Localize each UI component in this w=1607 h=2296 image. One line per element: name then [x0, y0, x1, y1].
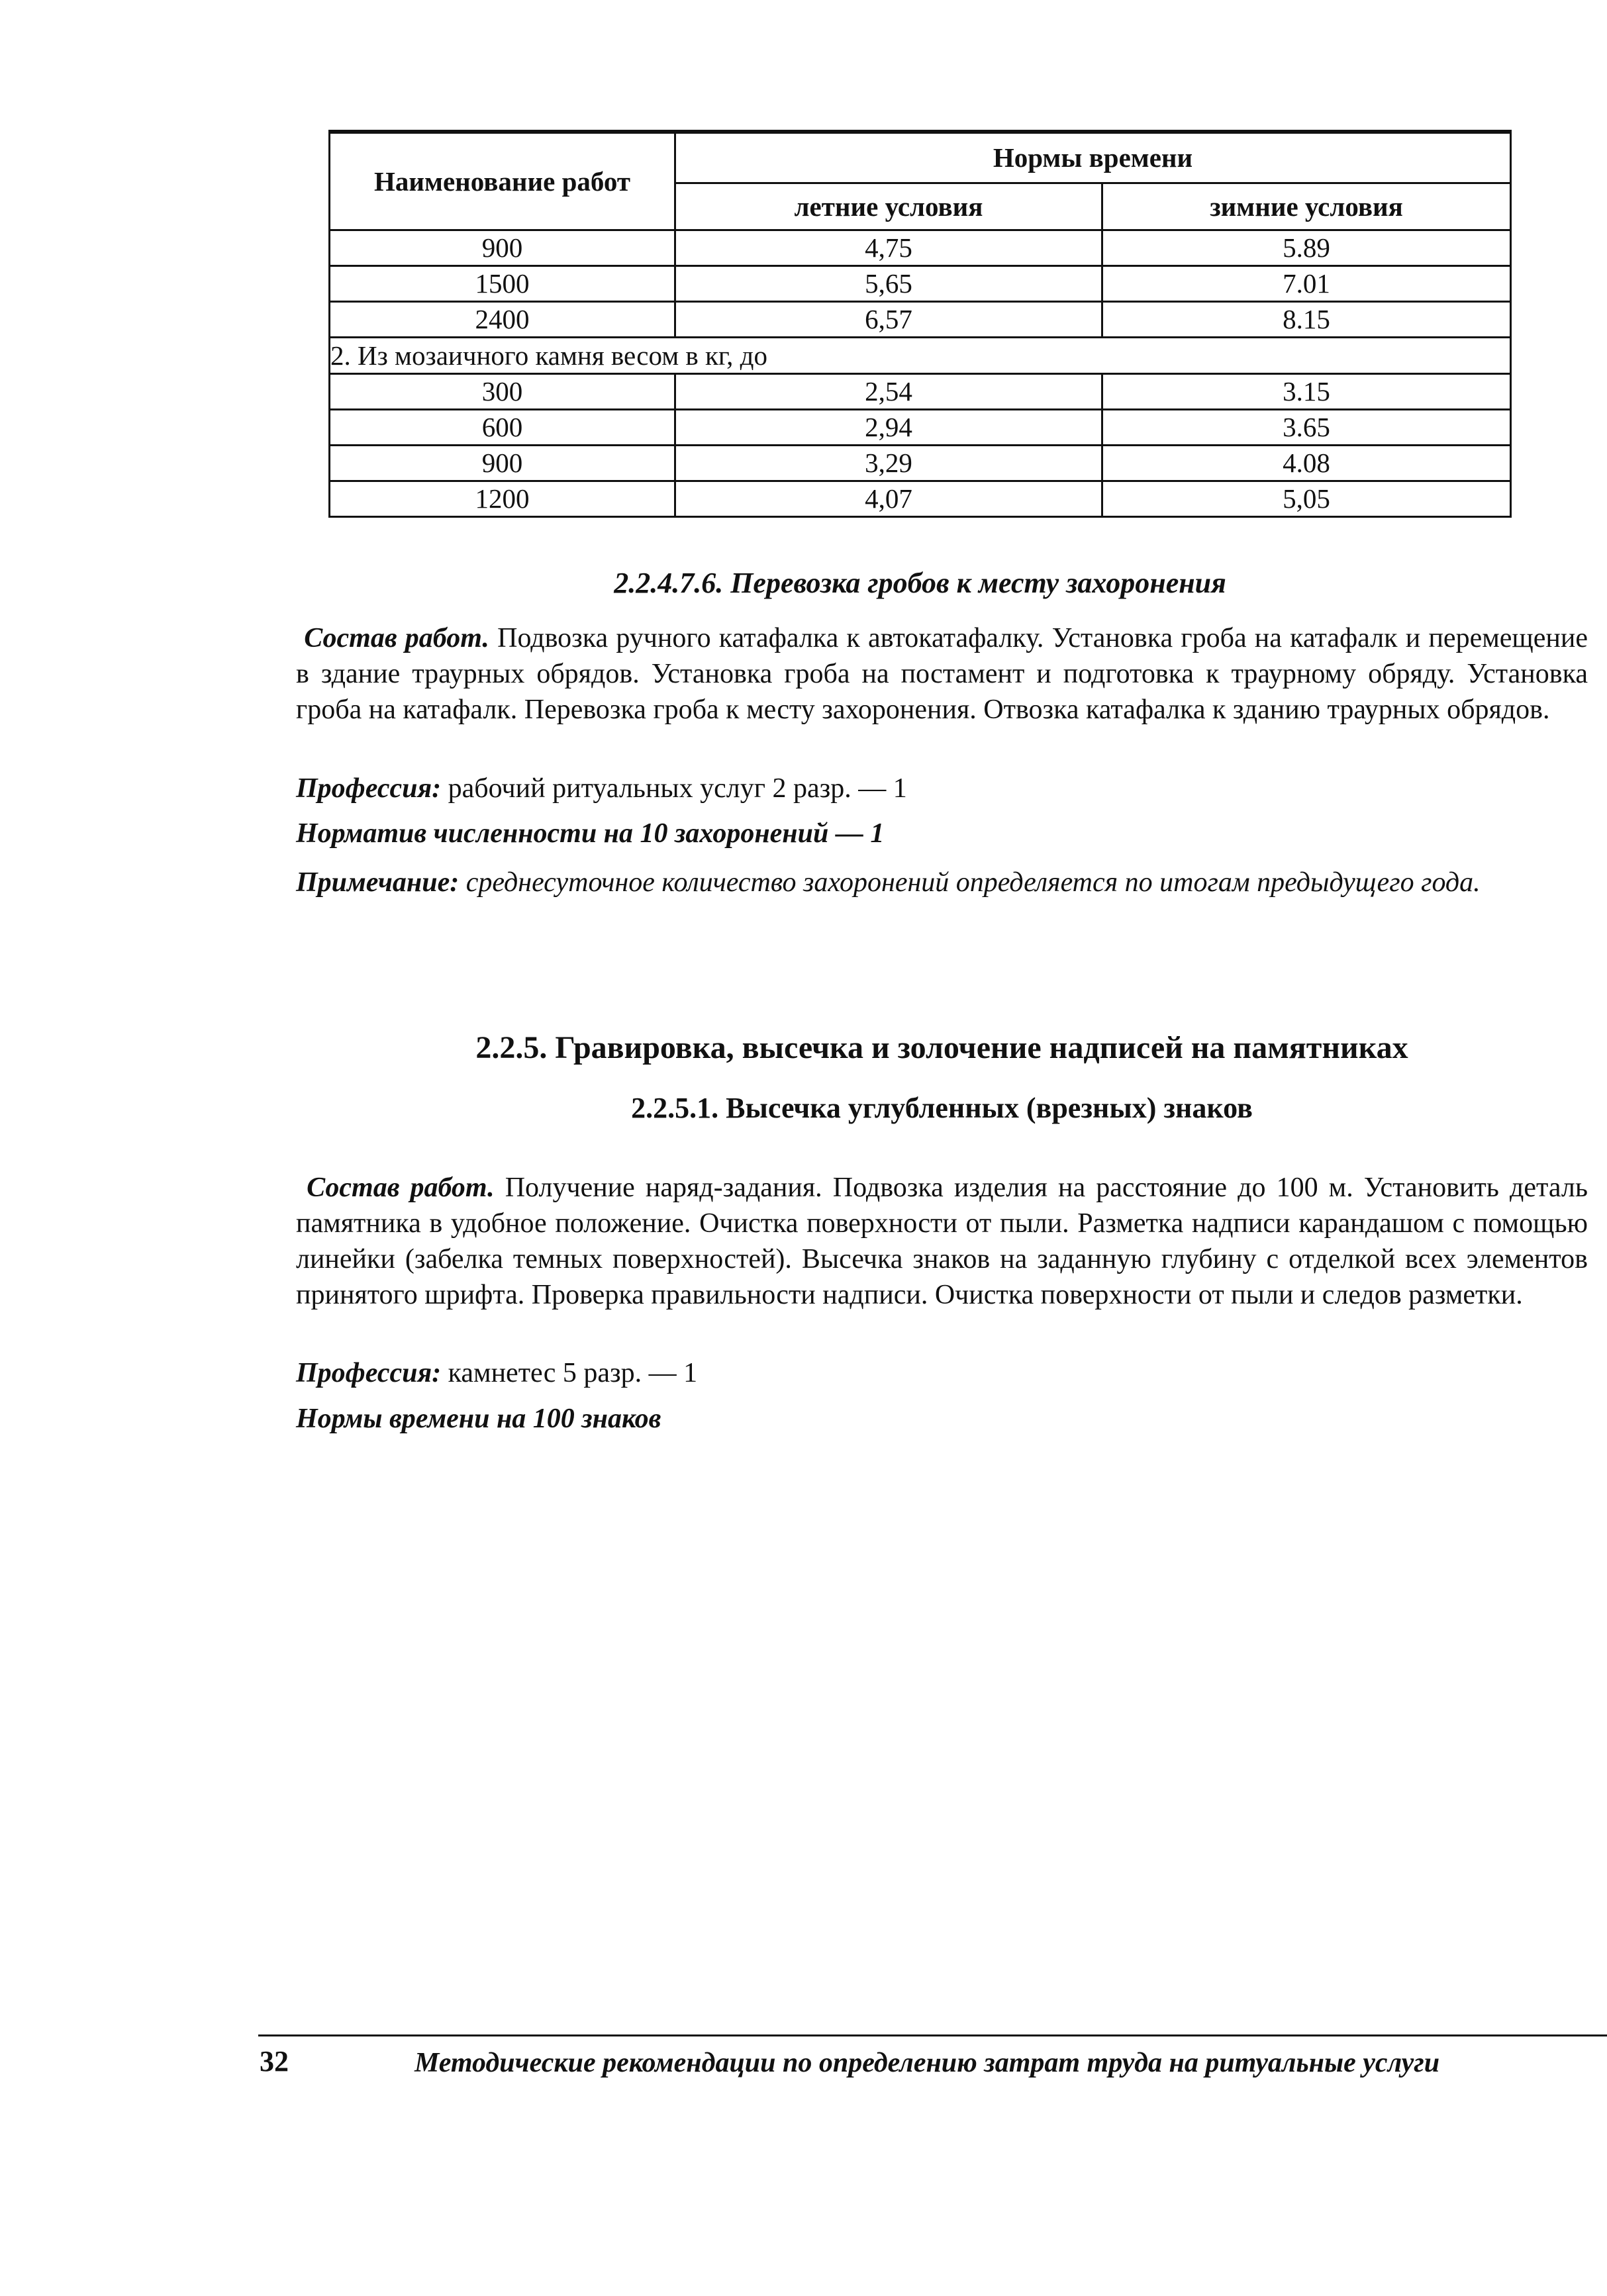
cell-name: 900: [330, 446, 675, 481]
section-title: 2.2.4.7.6. Перевозка гробов к месту захоронения: [614, 567, 1226, 599]
note-text: среднесуточное количество захоронений определяется по итогам предыдущего года.: [465, 867, 1481, 898]
profession-text: камнетес 5 разр. — 1: [448, 1358, 698, 1388]
table-section-row: [330, 338, 1511, 374]
section-subheading: 2.2.5.1. Высечка углубленных (врезных) знаков: [631, 1092, 1253, 1124]
section-label: 2. Из мозаичного камня весом в кг, до: [330, 338, 1511, 374]
cell-name: 2400: [330, 302, 675, 338]
profession-label: Профессия:: [296, 773, 442, 804]
profession-label: Профессия:: [296, 1358, 442, 1388]
cell-winter: 7.01: [1102, 266, 1511, 302]
footer-title: Методические рекомендации по определению затрат труда на ритуальные услуги: [414, 2048, 1440, 2078]
cell-summer: 5,65: [675, 266, 1102, 302]
header-work-name: Наименование работ: [330, 132, 675, 230]
cell-winter: 3.15: [1102, 374, 1511, 410]
cell-winter: 5,05: [1102, 481, 1511, 517]
cell-winter: 5.89: [1102, 230, 1511, 266]
cell-name: 1200: [330, 481, 675, 517]
table-row: [330, 302, 1511, 338]
composition-paragraph-2: [296, 1170, 1588, 1313]
composition-paragraph: [296, 620, 1588, 728]
section-heading: 2.2.5. Гравировка, высечка и золочение надписей на памятниках: [475, 1030, 1408, 1065]
table-row: [330, 266, 1511, 302]
table-row: [330, 446, 1511, 481]
header-time-norms: Нормы времени: [675, 132, 1511, 183]
cell-name: 900: [330, 230, 675, 266]
profession-line-2: [296, 1355, 1588, 1391]
header-summer: летние условия: [675, 183, 1102, 230]
table-row: [330, 230, 1511, 266]
header-winter: зимние условия: [1102, 183, 1511, 230]
composition-label: Состав работ.: [307, 1172, 495, 1203]
norms-table: [328, 130, 1512, 518]
page-number: 32: [260, 2045, 289, 2078]
note-label: Примечание:: [296, 867, 460, 898]
cell-winter: 4.08: [1102, 446, 1511, 481]
cell-summer: 2,54: [675, 374, 1102, 410]
norm-line: Норматив численности на 10 захоронений — 1: [296, 818, 885, 849]
cell-winter: 3.65: [1102, 410, 1511, 446]
cell-winter: 8.15: [1102, 302, 1511, 338]
cell-name: 1500: [330, 266, 675, 302]
cell-summer: 4,75: [675, 230, 1102, 266]
cell-name: 300: [330, 374, 675, 410]
cell-summer: 2,94: [675, 410, 1102, 446]
composition-text: Получение наряд-задания. Подвозка изделия на расстояние до 100 м. Установить деталь памятника в удобное положение. Очистка поверхности от пыли. Разметка надписи карандашом с помощью линейки (забелка темных поверхностей). Высечка знаков на заданную глубину с отделкой всех элементов принятого шрифта. Проверка правильности надписи. Очистка поверхности от пыли и следов разметки.: [296, 1172, 1588, 1310]
table-row: [330, 481, 1511, 517]
profession-text: рабочий ритуальных услуг 2 разр. — 1: [448, 773, 907, 804]
footer-divider: [258, 2034, 1607, 2036]
cell-summer: 3,29: [675, 446, 1102, 481]
cell-name: 600: [330, 410, 675, 446]
cell-summer: 4,07: [675, 481, 1102, 517]
cell-summer: 6,57: [675, 302, 1102, 338]
table-row: [330, 410, 1511, 446]
composition-text: Подвозка ручного катафалка к автокатафалку. Установка гроба на катафалк и перемещение в здание траурных обрядов. Установка гроба на постамент и подготовка к траурному обряду. Установка гроба на катафалк. Перевозка гроба к месту захоронения. Отвозка катафалка к зданию траурных обрядов.: [296, 623, 1588, 725]
composition-label: Состав работ.: [304, 623, 489, 653]
profession-line: [296, 771, 1588, 806]
note-line: [296, 865, 1588, 900]
norms-line: Нормы времени на 100 знаков: [296, 1404, 661, 1434]
table-row: [330, 374, 1511, 410]
